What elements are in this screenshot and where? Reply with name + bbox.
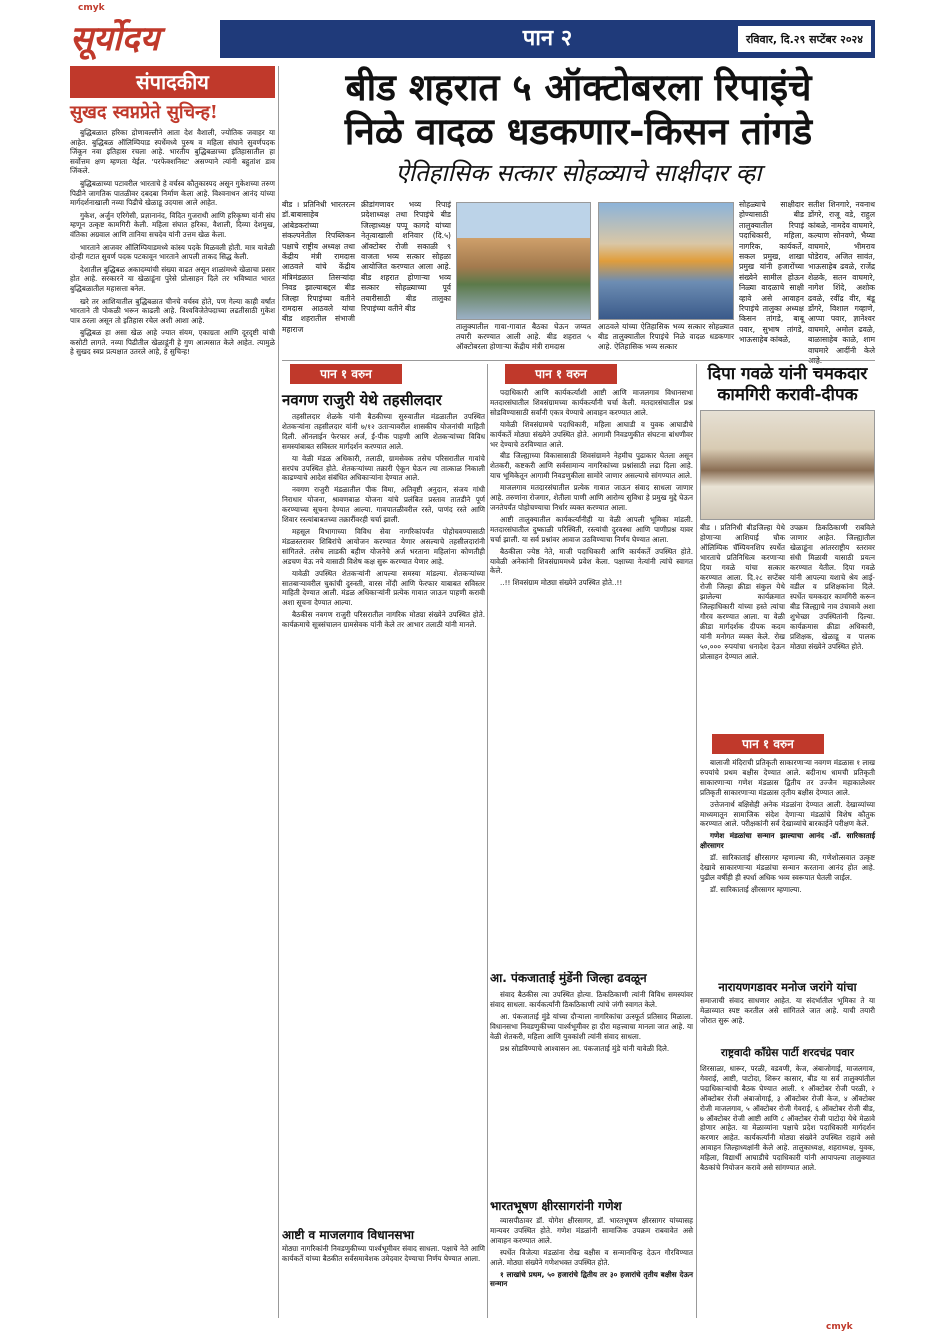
column-divider — [278, 66, 279, 1318]
story-paragraph: स्पर्धेत विजेत्या मंडळांना रोख बक्षीस व सन्मानचिन्ह देऊन गौरविण्यात आले. मोठ्या संख्येने गणेशभक्त उपस्थित होते. — [490, 1247, 693, 1267]
story-title-bharatbhushan: भारतभूषण क्षीरसागरांनी गणेश — [490, 1199, 622, 1213]
meeting-photo-left — [456, 202, 591, 320]
story-paragraph: या वेळी मंडळ अधिकारी, तलाठी, ग्रामसेवक तसेच परिसरातील गावांचे सरपंच उपस्थित होते. शेतकऱ्यांच्या तक्रारी ऐकून घेऊन त्या तात्काळ निकाली काढण्याचे आदेश संबंधित अधिकाऱ्यांना देण्यात आले. — [282, 453, 485, 483]
story-body-navgan — [282, 412, 485, 1222]
story-paragraph: ..!! शिवसंग्राम मोठ्या संख्येने उपस्थित होते..!! — [500, 578, 623, 588]
story-paragraph: डॉ. सारिकाताई क्षीरसागर म्हणाल्या. — [710, 884, 802, 894]
column-divider — [696, 364, 697, 1318]
story-paragraph: नवगण राजुरी मंडळातील पीक विमा, अतिवृष्टी अनुदान, संजय गांधी निराधार योजना, श्रावणबाळ योजना यांचे प्रलंबित प्रस्ताव तातडीने पूर्ण करण्याच्या सूचना देण्यात आल्या. गावपातळीवरील रस्ते, पाणंद रस्ते आणि शिवार रस्त्यांबाबतच्या तक्रारींवरही चर्चा झाली. — [282, 485, 485, 525]
story-body-narayan: समाजाची संवाद साधणार आहेत. या संदर्भातील भूमिका ते या मेळाव्यात स्पष्ट करतील असे सांगितले जात आहे. याची तयारी जोरात सुरू आहे. — [700, 996, 875, 1025]
masthead — [70, 16, 875, 62]
story-body-rashtravadi: शिरसाळा, धारूर, परळी, वडवणी, केज, अंबाजोगाई, माजलगाव, गेवराई, आष्टी, पाटोदा, शिरूर कासार, बीड या सर्व तालुक्यांतील पदाधिकाऱ्यांची बैठक घेण्यात आली. १ ऑक्टोबर रोजी परळी, २ ऑक्टोबर रोजी अंबाजोगाई, ३ ऑक्टोबर रोजी केज, ४ ऑक्टोबर रोजी माजलगाव, ५ ऑक्टोबर रोजी गेवराई, ६ ऑक्टोबर रोजी बीड, ७ ऑक्टोबर रोजी आष्टी आणि ८ ऑक्टोबर रोजी पाटोदा येथे मेळावे होणार आहेत. या मेळाव्यांना पक्षाचे प्रदेश पदाधिकारी मार्गदर्शन करणार आहेत. कार्यकर्त्यांनी मोठ्या संख्येने उपस्थित राहावे असे आवाहन जिल्हाध्यक्षांनी केले आहे. तालुकाध्यक्ष, शहराध्यक्ष, युवक, महिला, विद्यार्थी आघाडीचे पदाधिकारी यांनी आपापल्या तालुक्यात बैठकांचे नियोजन करावे असे सांगण्यात आले. — [700, 1064, 875, 1173]
story-paragraph: व्यासपीठावर डॉ. योगेश क्षीरसागर, डॉ. भारतभूषण क्षीरसागर यांच्यासह मान्यवर उपस्थित होते. गणेश मंडळांनी सामाजिक उपक्रम राबवावेत असे आवाहन करण्यात आले. — [490, 1216, 693, 1245]
continued-from-page-1-banner: पान १ वरुन — [290, 364, 402, 384]
story-body-ashti: मोठ्या नागरिकांनी निवडणुकीच्या पार्श्वभूमीवर संवाद साधला. पक्षाचे नेते आणि कार्यकर्ते यांच्या बैठकीत सर्वसमावेशक उमेदवार देण्याचा निर्णय घेण्यात आला. — [282, 1244, 485, 1263]
story-paragraph: पदाधिकारी आणि कार्यकर्त्यांशी आष्टी आणि माजलगाव विधानसभा मतदारसंघातील शिवसंग्रामच्या कार्यकर्त्यांनी चर्चा केली. मतदारसंघातील प्रश्न सोडविण्यासाठी सर्वांनी एकत्र येण्याचे आवाहन करण्यात आले. — [490, 388, 693, 417]
lead-text-column: सोहळ्याचे साक्षीदार होण्यासाठी बीड तालुक्यातील रिपाइं पदाधिकारी, महिला, नागरिक, कार्यकर्ते, सकल प्रमुख, शाखा प्रमुख यांनी हजारोंच्या संख्येने सामील होऊन निळ्या वादळाचे साक्षी व्हावे असे आवाहन रिपाइंचे तालुका अध्यक्ष किसन तांगडे, बाबू पवार, सुभाष तांगडे, भाऊसाहेब कांबळे, — [739, 200, 804, 345]
page-number: पान २ — [522, 26, 573, 51]
lead-headline — [282, 66, 875, 154]
story-paragraph: यावेळी शिवसंग्रामचे पदाधिकारी, महिला आघाडी व युवक आघाडीचे कार्यकर्ते मोठ्या संख्येने उपस्थित होते. आगामी निवडणुकीत संघटना बांधणीवर भर देण्याचे ठरविण्यात आले. — [490, 419, 693, 449]
story-body-dipa: बीड । प्रतिनिधी बीडजिल्हा येथे होणाऱ्या आशियाई चौक ऑलिम्पिक चॅम्पियनशिप स्पर्धेत भारताचे प्रतिनिधित्व करणाऱ्या दिपा गवळे यांचा सत्कार करण्यात आला. दि.२८ सप्टेंबर रोजी जिल्हा क्रीडा संकुल येथे झालेल्या कार्यक्रमात जिल्हाधिकारी यांच्या हस्ते त्यांचा गौरव करण्यात आला. या वेळी क्रीडा मार्गदर्शक दीपक कदम यांनी मनोगत व्यक्त केले. रोख ५०,००० रुपयांचा धनादेश देऊन प्रोत्साहन देण्यात आले. — [700, 523, 785, 661]
editorial-paragraph: खरे तर आशियातील बुद्धिबळात चीनचे वर्चस्व होते, पण गेल्या काही वर्षांत भारताने ती पोकळी भरून काढली आहे. विश्वविजेतेपदाच्या लढतीसाठी गुकेश पात्र ठरला असून तो इतिहास रचेल अशी आशा आहे. — [70, 296, 275, 325]
story-paragraph: संवाद बैठकीस त्या उपस्थित होत्या. ठिकठिकाणी त्यांनी विविध समस्यांवर संवाद साधला. कार्यकर्त्यांनी ठिकठिकाणी त्यांचे जंगी स्वागत केले. — [490, 990, 693, 1009]
editorial-column — [70, 66, 275, 1318]
story-title-narayan: नारायणगडावर मनोज जरांगे यांचा — [718, 980, 857, 994]
continued-from-page-1-banner: पान १ वरुन — [505, 364, 617, 384]
story-title-dipa: दिपा गवळे यांनी चमकदार कामगिरी करावी-दीपक — [707, 364, 868, 405]
story-title-ashti: आष्टी व माजलगाव विधानसभा — [282, 1228, 415, 1242]
page-band — [220, 20, 875, 58]
story-title-rashtravadi: राष्ट्रवादी काँग्रेस पार्टी शरदचंद्र पवार — [720, 1047, 855, 1059]
lead-headline-line-1: बीड शहरात ५ ऑक्टोबरला रिपाइंचे — [345, 66, 812, 109]
story-title-navgan: नवगण राजुरी येथे तहसीलदार — [282, 391, 442, 409]
lead-text-column: बीड । प्रतिनिधी भारतरत्न डॉ.बाबासाहेब आंबेडकरांच्या संकल्पनेतील रिपब्लिकन पक्षाचे राष्ट्रीय अध्यक्ष तथा केंद्रीय मंत्री रामदास आठवले यांचे केंद्रीय मंत्रिमंडळात तिसऱ्यांदा निवड झाल्याबद्दल बीड जिल्हा रिपाइंच्या वतीने रामदास आठवले यांचा बीड शहरातील संभाजी महाराज — [282, 200, 355, 334]
editorial-paragraph: बुद्धिबळाच्या पटावरील भारताचे हे वर्चस्व कौतुकास्पद असून गुकेशच्या तरुण पिढीने जागतिक पातळीवर दबदबा निर्माण केला आहे. विश्वनाथन आनंद यांच्या मार्गदर्शनाखाली नव्या पिढीचे खेळाडू उदयास आले आहेत. — [70, 178, 275, 208]
story-paragraph: प्रश्न सोडविण्याचे आश्वासन आ. पंकजाताई मुंडे यांनी यावेळी दिले. — [500, 1043, 670, 1053]
story-paragraph: डॉ. सारिकाताई क्षीरसागर म्हणाल्या की, गणेशोत्सवात उत्कृष्ट देखावे साकारणाऱ्या मंडळांचा सन्मान करताना आनंद होत आहे. पुढील वर्षीही ही स्पर्धा अधिक भव्य स्वरूपात घेतली जाईल. — [700, 853, 875, 882]
story-body-bharatbhushan — [490, 1216, 693, 1320]
story-paragraph: १ लाखांचे प्रथम, ५० हजारांचे द्वितीय तर ३० हजारांचे तृतीय बक्षीस देऊन सन्मान — [490, 1269, 693, 1289]
print-color-mark-bottom: cmyk — [826, 1322, 853, 1332]
editorial-paragraph: देशातील बुद्धिबळ अकादम्यांची संख्या वाढत असून शाळांमध्ये खेळाचा प्रसार होत आहे. सरकारने या खेळाडूंना पुरेसे प्रोत्साहन दिले तर भविष्यात भारत बुद्धिबळातील महासत्ता बनेल. — [70, 264, 275, 293]
story-paragraph: माजलगाव मतदारसंघातील प्रत्येक गावात जाऊन संवाद साधला जाणार आहे. तरुणांना रोजगार, शेतीला पाणी आणि आरोग्य सुविधा हे प्रमुख मुद्दे घेऊन जनतेपर्यंत पोहोचण्याचा निर्धार व्यक्त करण्यात आला. — [490, 483, 693, 512]
story-paragraph: आष्टी तालुक्यातील कार्यकर्त्यांनीही या वेळी आपली भूमिका मांडली. मतदारसंघातील दुष्काळी परिस्थिती, रस्त्यांची दुरवस्था आणि पाणीप्रश्न यावर चर्चा झाली. या सर्व प्रश्नांवर आवाज उठविण्याचा निर्णय घेण्यात आला. — [490, 514, 693, 544]
print-color-mark-top: cmyk — [78, 3, 105, 13]
column-divider — [487, 364, 488, 1318]
section-divider — [282, 360, 875, 361]
editorial-paragraph: बुद्धिबळात हरिका द्रोणावल्लीने आता देश वैशाली, ज्योतिक जवाहर या आहेत. बुद्धिबळ ऑलिम्पियाड स्पर्धेमध्ये पुरुष व महिला संघाने सुवर्णपदक जिंकून नवा इतिहास रचला आहे. भारतीय बुद्धिबळाच्या इतिहासातील हा सर्वोत्तम क्षण म्हणता येईल. 'परफेक्शनिस्ट' असण्याने त्यांनी बहुतांश डाव जिंकले. — [70, 128, 275, 176]
issue-date: रविवार, दि.२९ सप्टेंबर २०२४ — [738, 26, 871, 52]
story-paragraph: बैठकीला ज्येष्ठ नेते, माजी पदाधिकारी आणि कार्यकर्ते उपस्थित होते. यावेळी अनेकांनी शिवसंग्राममध्ये प्रवेश केला. पक्षाच्या नेत्यांनी त्यांचे स्वागत केले. — [490, 546, 693, 576]
story-body-middle — [490, 388, 693, 964]
editorial-body — [70, 128, 275, 357]
story-paragraph: आ. पंकजाताई मुंडे यांच्या दौऱ्याला नागरिकांचा उत्स्फूर्त प्रतिसाद मिळाला. विधानसभा निवडणुकीच्या पार्श्वभूमीवर हा दौरा महत्त्वाचा मानला जात आहे. या वेळी शेतकरी, महिला आणि युवकांशी त्यांनी संवाद साधला. — [490, 1011, 693, 1041]
story-paragraph: बैठकीस नवगण राजुरी परिसरातील नागरिक मोठ्या संख्येने उपस्थित होते. कार्यक्रमाचे सूत्रसंचालन ग्रामसेवक यांनी केले तर आभार तलाठी यांनी मानले. — [282, 610, 485, 630]
continued-from-page-1-banner: पान १ वरुन — [712, 734, 824, 754]
story-body-pankaja — [490, 990, 693, 1196]
meeting-photo-right — [598, 202, 734, 320]
photo-caption-left: तालुक्यातील गावा-गावात बैठका घेऊन जय्यत तयारी करण्यात आली आहे. बीड शहरात ५ ऑक्टोबरला होणाऱ्या केंद्रीय मंत्री रामदास — [456, 322, 591, 351]
story-body-ganesh-awards — [700, 758, 875, 978]
story-paragraph: बीड जिल्ह्याच्या विकासासाठी शिवसंग्रामने नेहमीच पुढाकार घेतला असून शेतकरी, कष्टकरी आणि सर्वसामान्य नागरिकांच्या प्रश्नांसाठी लढा दिला आहे. याच भूमिकेतून आगामी निवडणुकीला सामोरे जाणार असल्याचे सांगण्यात आले. — [490, 451, 693, 481]
lead-text-column: सतीश शिनगारे, नवनाथ डोंगरे, राजू वडे, राहुल कांबळे, नामदेव वाघमारे, कल्याण सोनवणे, भैय्या वाघमारे, भीमराव घोडेराव, अजित सावंत, भाऊसाहेब ढवळे, राजेंद्र शेळके, सतन वाघमारे, नागेश शिंदे, अशोक ढवळे, रवींद्र वीर, बंडू डोंगरे, विशाल गव्हाणे, आप्पा पवार, ज्ञानेश्वर वाघमारे, अमोल ढवळे, बाळासाहेब काळे, शाम वाघमारे आदींनी केले — [808, 200, 875, 355]
story-paragraph: बालाजी मंदिराची प्रतिकृती साकारणाऱ्या नवगण मंडळास १ लाख रुपयांचे प्रथम बक्षीस देण्यात आले. बदीनाथ धामची प्रतिकृती साकारणाऱ्या गणेश मंडळास द्वितीय तर उज्जैन महाकालेश्वर प्रतिकृती साकारणाऱ्या मंडळास तृतीय बक्षीस देण्यात आले. — [700, 758, 875, 797]
editorial-paragraph: गुकेश, अर्जुन एरिगेसी, प्रज्ञानानंद, विदित गुजराथी आणि हरिकृष्ण यांनी संघ म्हणून उत्कृष्ट कामगिरी केली. महिला संघात हरिका, वैशाली, दिव्या देशमुख, वंतिका अग्रवाल आणि तानिया सचदेव यांनी उत्तम खेळ केला. — [70, 210, 275, 239]
story-paragraph: तहसीलदार शेळके यांनी बैठकीच्या सुरुवातील मंडळातील उपस्थित शेतकऱ्यांना तहसीलदार यांनी ७/१२ उताऱ्यावरील शासकीय योजनांची माहिती दिली. ऑनलाईन फेरफार अर्ज, ई-पीक पाहणी आणि शेतकऱ्यांच्या विविध समस्यांबाबत सविस्तर मार्गदर्शन करण्यात आले. — [282, 412, 485, 451]
lead-headline-line-2: निळे वादळ धडकणार-किसन तांगडे — [344, 110, 813, 153]
story-paragraph: महसूल विभागाच्या विविध सेवा नागरिकांपर्यंत पोहोचवण्यासाठी मंडळस्तरावर शिबिरांचे आयोजन करण्यात येणार असल्याचे तहसीलदारांनी सांगितले. तसेच लाडकी बहीण योजनेचे अर्ज भरताना महिलांना कोणतीही अडचण येऊ नये यासाठी विशेष कक्ष सुरू करण्यात येणार आहे. — [282, 526, 485, 566]
editorial-paragraph: बुद्धिबळ हा असा खेळ आहे ज्यात संयम, एकाग्रता आणि दूरदृष्टी यांची कसोटी लागते. नव्या पिढीतील खेळाडूंनी हे गुण आत्मसात केले आहेत. त्यामुळे हे सुखद स्वप्न प्रत्यक्षात उतरले आहे, हे सुचिन्ह! — [70, 328, 275, 357]
editorial-paragraph: भारताने आजवर ऑलिम्पियाडमध्ये कांस्य पदके मिळवली होती. मात्र यावेळी दोन्ही गटात सुवर्ण पदक पटकावून भारताने आपली ताकद सिद्ध केली. — [70, 242, 275, 262]
story-title-pankaja: आ. पंकजाताई मुंडेंनी जिल्हा ढवळून — [490, 971, 647, 985]
editorial-tag: संपादकीय — [70, 66, 275, 98]
lead-subheadline: ऐतिहासिक सत्कार सोहळ्याचे साक्षीदार व्हा — [395, 159, 762, 187]
story-paragraph: उत्तेजनार्थ बक्षिसेही अनेक मंडळांना देण्यात आली. देखाव्यांच्या माध्यमातून सामाजिक संदेश देणाऱ्या मंडळांचे विशेष कौतुक करण्यात आले. परीक्षकांनी सर्व देखाव्यांचे बारकाईने परीक्षण केले. — [700, 799, 875, 829]
lead-text-column: क्रीडांगणावर भव्य रिपाइं प्रदेशाध्यक्ष तथा रिपाइंचे बीड जिल्हाध्यक्ष पप्पू कागदे यांच्या नेतृत्वाखाली शनिवार (दि.५) ऑक्टोबर रोजी सकाळी ९ वाजता भव्य सत्कार सोहळा आयोजित करण्यात आला आहे. बीड शहरात होणाऱ्या भव्य सत्कार सोहळ्याच्या पूर्व तयारीसाठी बीड तालुका रिपाइंच्या वतीने बीड — [361, 200, 451, 314]
photo-caption-right: आठवले यांच्या ऐतिहासिक भव्य सत्कार सोहळ्यात बीड तालुक्यातील रिपाइंचे निळे वादळ धडकणार आहे. ऐतिहासिक भव्य सत्कार — [598, 322, 734, 351]
editorial-title: सुखद स्वप्नप्रेते सुचिन्ह! — [70, 102, 218, 123]
story-paragraph: यावेळी उपस्थित शेतकऱ्यांनी आपल्या समस्या मांडल्या. शेतकऱ्यांच्या सातबाऱ्यावरील चुकांची दुरुस्ती, वारस नोंदी आणि फेरफार याबाबत सविस्तर माहिती देण्यात आली. मंडळ अधिकाऱ्यांनी प्रत्येक गावात जाऊन पाहणी करावी अशा सूचना देण्यात आल्या. — [282, 568, 485, 608]
story-body-dipa: उपक्रम ठिकठिकाणी राबविले जाणार आहेत. जिल्ह्यातील खेळाडूंना आंतरराष्ट्रीय स्तरावर संधी मिळावी यासाठी प्रयत्न करण्यात येतील. दिपा गवळे यांनी आपल्या यशाचे श्रेय आई-वडील व प्रशिक्षकांना दिले. स्पर्धेत चमकदार कामगिरी करून बीड जिल्ह्याचे नाव उंचावावे अशा शुभेच्छा उपस्थितांनी दिल्या. कार्यक्रमास क्रीडा अधिकारी, प्रशिक्षक, खेळाडू व पालक मोठ्या संख्येने उपस्थित होते. — [790, 523, 875, 651]
story-paragraph: गणेश मंडळांचा सन्मान झाल्याचा आनंद -डॉ. सारिकाताई क्षीरसागर — [700, 831, 875, 851]
newspaper-logo: सूर्योदय — [70, 19, 160, 59]
felicitation-photo — [700, 410, 875, 520]
